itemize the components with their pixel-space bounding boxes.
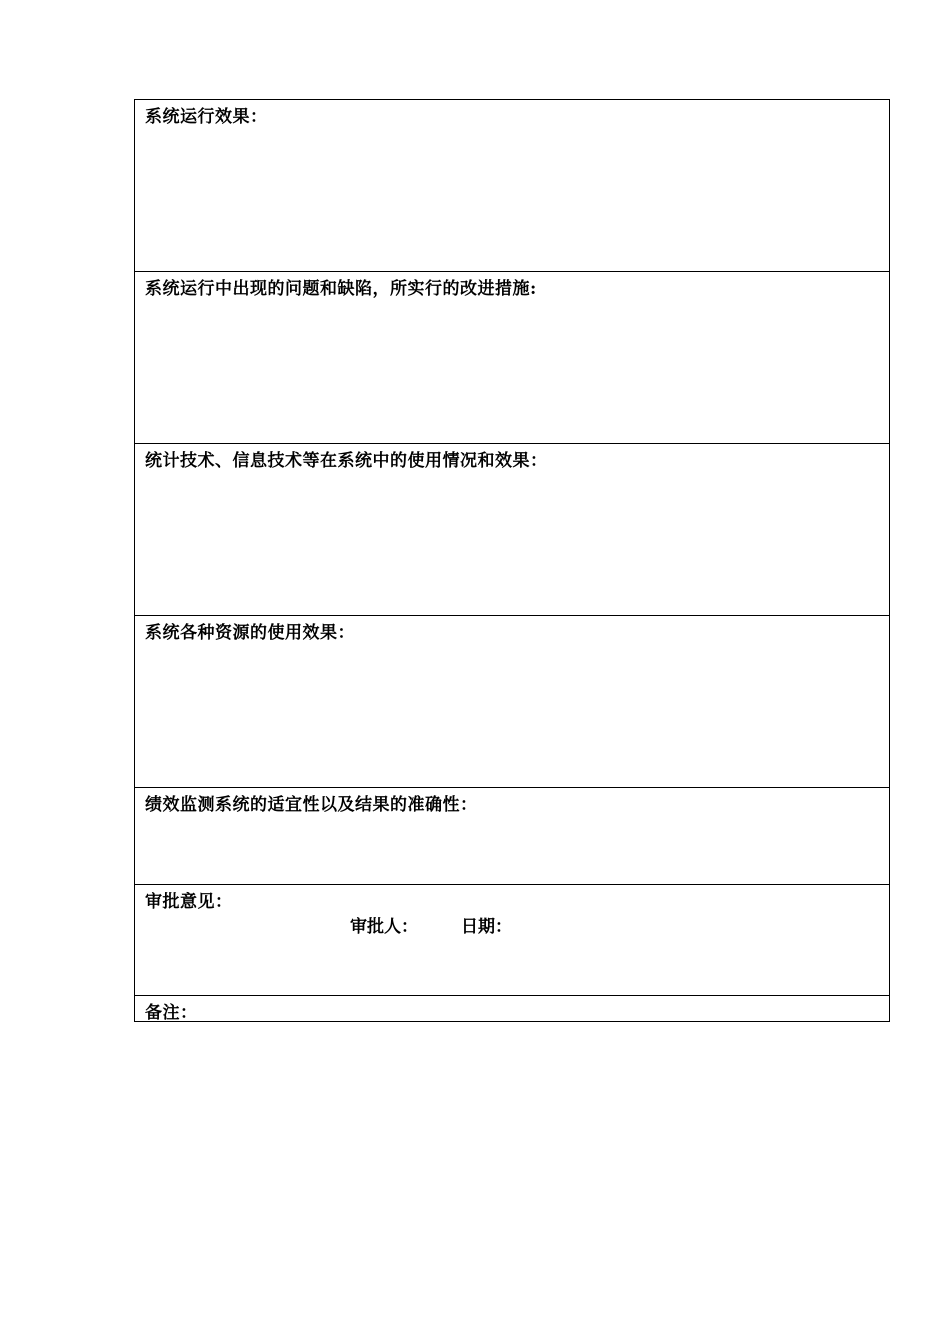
row-label: 系统各种资源的使用效果： xyxy=(145,623,355,643)
evaluation-form-table xyxy=(134,99,890,1022)
row-label: 统计技术、信息技术等在系统中的使用情况和效果： xyxy=(145,451,548,471)
row-label: 绩效监测系统的适宜性以及结果的准确性： xyxy=(145,795,478,815)
row-label: 备注： xyxy=(145,1003,198,1023)
form-row-approval-opinion xyxy=(135,885,889,996)
date-label: 日期： xyxy=(461,917,512,937)
row-label: 审批意见： xyxy=(145,892,233,912)
row-label: 系统运行效果： xyxy=(145,107,268,127)
form-row-problems-and-improvements xyxy=(135,272,889,444)
form-row-system-operation-effect xyxy=(135,100,889,272)
approver-label: 审批人： xyxy=(350,917,418,937)
row-label: 系统运行中出现的问题和缺陷，所实行的改进措施: xyxy=(145,279,537,299)
form-row-remarks xyxy=(135,996,889,1021)
form-row-technology-usage xyxy=(135,444,889,616)
form-row-monitoring-suitability xyxy=(135,788,889,885)
form-row-resource-usage xyxy=(135,616,889,788)
